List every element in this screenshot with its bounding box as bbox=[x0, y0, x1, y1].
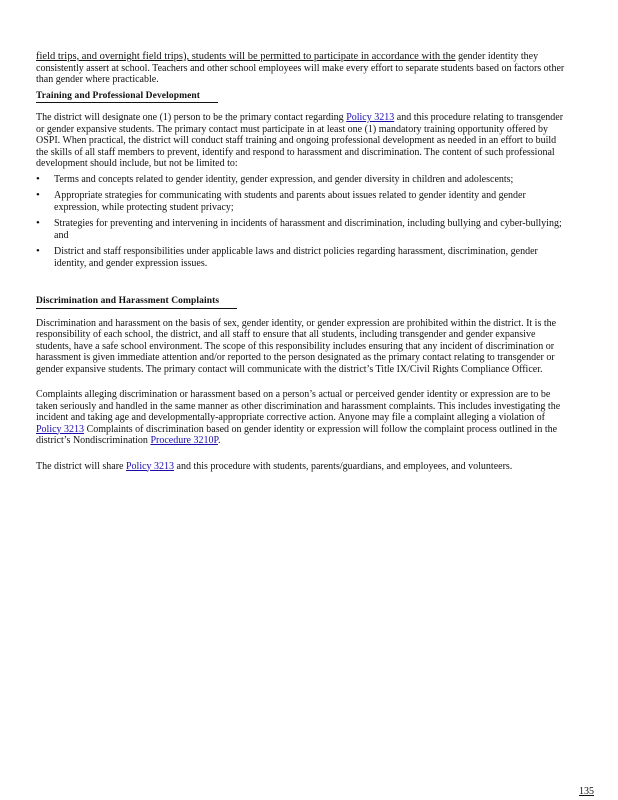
training-heading: Training and Professional Development bbox=[36, 91, 218, 104]
complaints-paragraph bbox=[36, 389, 568, 447]
training-paragraph bbox=[36, 112, 568, 170]
training-text-a: The district will designate one (1) person to be the primary contact regarding bbox=[36, 112, 347, 123]
intro-line-2: identity they consistently assert at school. Teachers and other school employees will make every effort to separate students based on factors other than gender where practicable. bbox=[36, 51, 565, 85]
list-item: • Terms and concepts related to gender identity, gender expression, and gender diversity in children and adolescents; bbox=[36, 174, 568, 186]
discrimination-paragraph-1: Discrimination and harassment on the basis of sex, gender identity, or gender expression are prohibited within the district. It is the responsibility of each school, the district, and all staff to ensure that all students, including transgender and gender expansive students, have a safe school environment. The scope of this responsibility includes ensuring that any incident of discrimination or harassment is given immediate attention and/or reported to the person designated as the primary contact relating to transgender or gender expansive students. The primary contact will communicate with the district’s Title IX/Civil Rights Compliance Officer. bbox=[36, 317, 557, 375]
policy-3213-link[interactable]: Policy 3213 bbox=[36, 423, 85, 435]
intro-line-rest: gender bbox=[455, 51, 486, 62]
complaints-section bbox=[36, 389, 568, 447]
complaints-text-b: Complaints of discrimination based on gender identity or expression will follow the complaint process outlined in the district’s Nondiscrimination bbox=[36, 423, 558, 446]
training-topics-list bbox=[36, 174, 568, 270]
training-section bbox=[36, 112, 568, 269]
intro-paragraph bbox=[36, 51, 568, 86]
discrimination-section bbox=[36, 318, 568, 376]
discrimination-heading: Discrimination and Harassment Complaints bbox=[36, 296, 237, 309]
list-item: • Strategies for preventing and intervening in incidents of harassment and discrimination, including bullying and cyber-bullying; and bbox=[36, 218, 568, 241]
intro-line-underlined: field trips, and overnight field trips), students will be permitted to participate in accordance with the bbox=[36, 51, 456, 62]
complaints-text-c: . bbox=[217, 435, 221, 446]
page-number: 135 bbox=[579, 786, 594, 797]
policy-3213-link[interactable]: Policy 3213 bbox=[125, 460, 175, 472]
policy-3213-link[interactable]: Policy 3213 bbox=[346, 112, 395, 123]
training-text-b: and this procedure relating to transgender or gender expansive students. The primary contact must participate in at least one (1) mandatory training opportunity offered by OSPI. When practical, the district will conduct staff training and ongoing professional development as needed in an effort to build the skills of all staff members to prevent, identify and respond to harassment and discrimination. The content of such professional development should include, but not be limited to: bbox=[36, 112, 564, 169]
share-section bbox=[36, 461, 568, 473]
share-text-a: The district will share bbox=[36, 460, 126, 472]
share-text-b: and this procedure with students, parents/guardians, and employees, and volunteers. bbox=[174, 460, 513, 472]
document-page bbox=[36, 51, 568, 486]
share-paragraph bbox=[36, 461, 568, 473]
procedure-3210p-link[interactable]: Procedure 3210P bbox=[150, 435, 218, 446]
complaints-text-a: Complaints alleging discrimination or harassment based on a person’s actual or perceived gender identity or expression are to be taken seriously and handled in the same manner as other discrimination and harassment complaints. This includes investigating the incident and taking age and developmentally-appropriate corrective action. Anyone may file a complaint alleging a violation of bbox=[36, 389, 561, 423]
section-spacer bbox=[36, 277, 568, 291]
list-item: • Appropriate strategies for communicating with students and parents about issues related to gender identity and gender expression, while protecting student privacy; bbox=[36, 190, 568, 213]
list-item: • District and staff responsibilities under applicable laws and district policies regarding harassment, discrimination, gender identity, and gender expression issues. bbox=[36, 246, 568, 269]
